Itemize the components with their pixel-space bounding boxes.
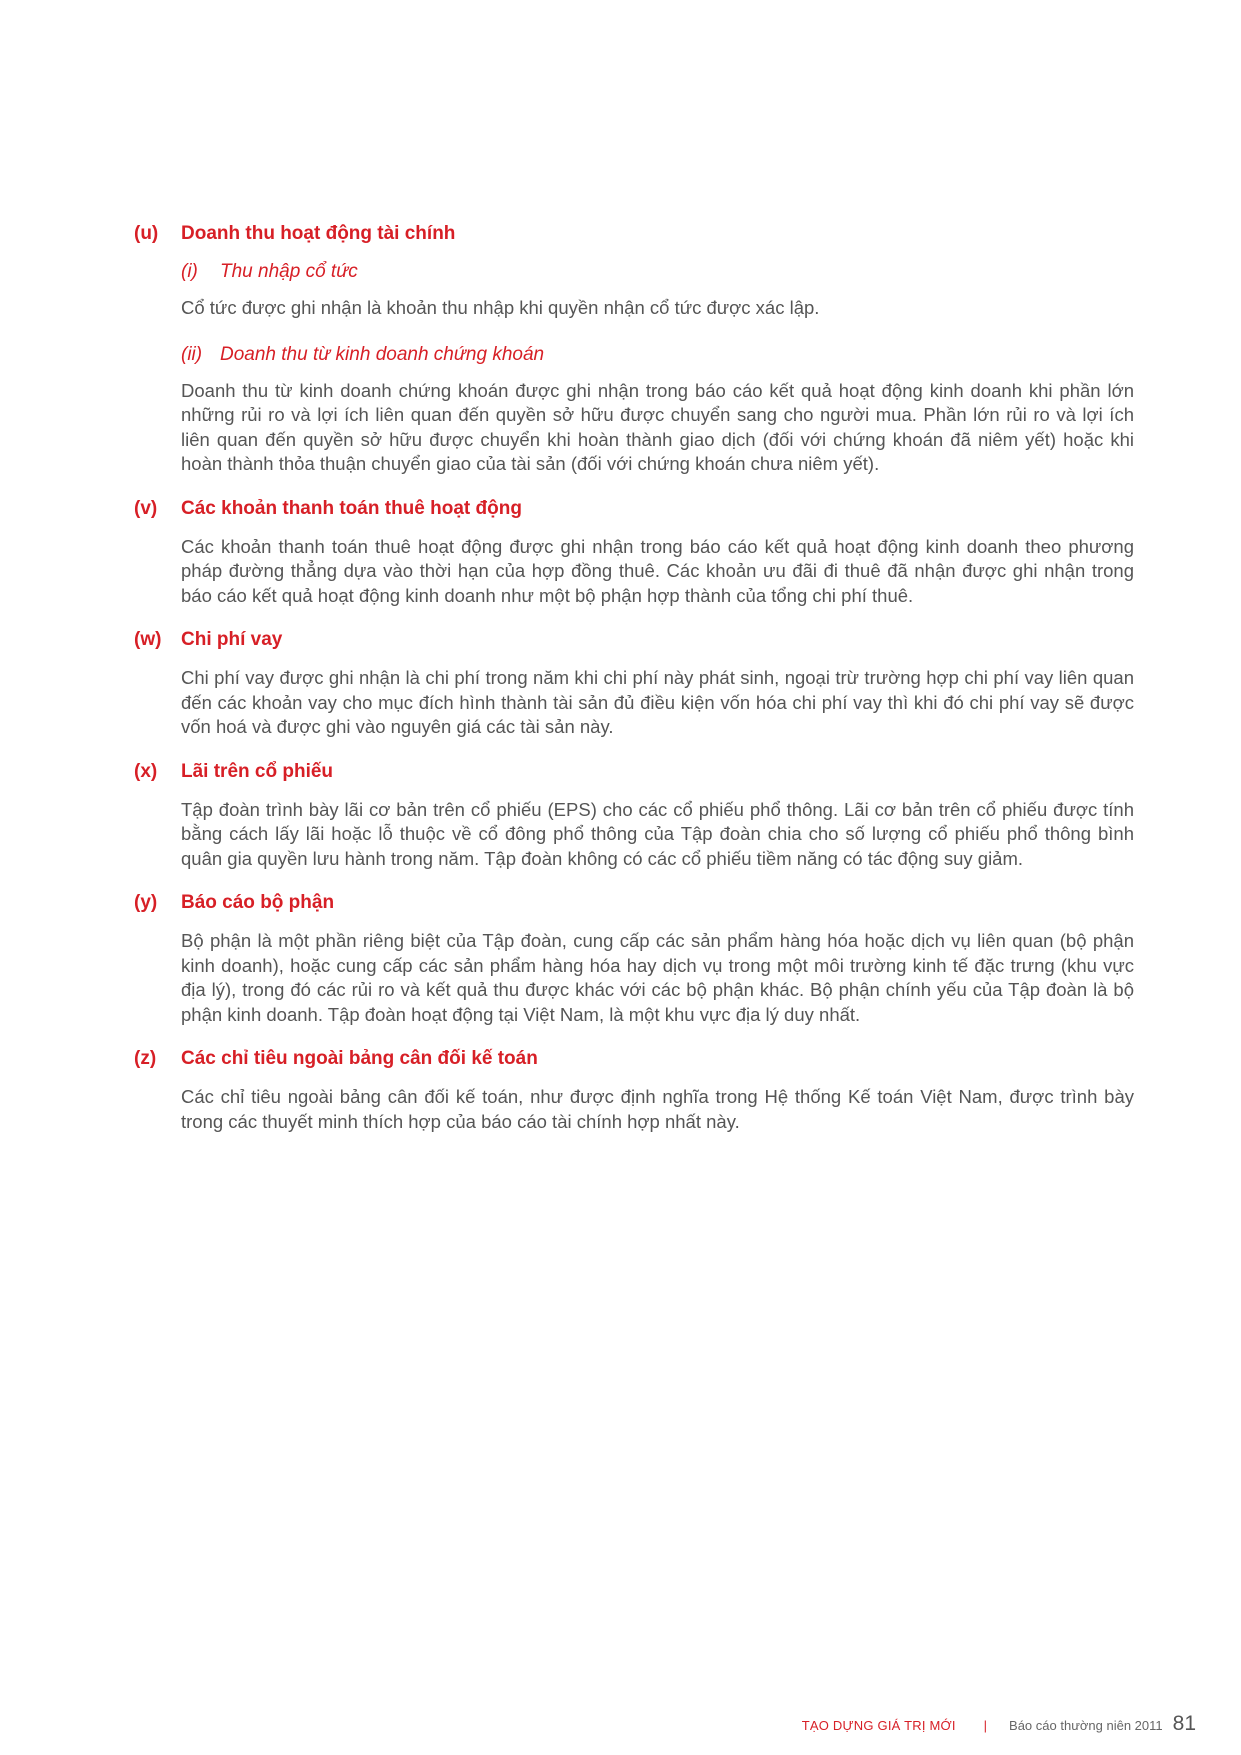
paragraph: Các chỉ tiêu ngoài bảng cân đối kế toán, như được định nghĩa trong Hệ thống Kế toán Việt Nam, được trình bày trong các thuyết minh thích hợp của báo cáo tài chính hợp nhất này. [181,1086,1134,1132]
section-letter: (u) [134,223,159,244]
subsection-title: Doanh thu từ kinh doanh chứng khoán [220,343,545,365]
section-x [134,760,1134,872]
section-title: Chi phí vay [181,629,283,650]
section-heading [134,760,1134,784]
section-heading [134,497,1134,521]
section-letter: (v) [134,497,158,519]
footer-brand: TẠO DỰNG GIÁ TRỊ MỚI [801,1718,956,1733]
footer-report-title: Báo cáo thường niên 2011 [1009,1718,1163,1733]
page-footer [802,1712,1196,1736]
page-number: 81 [1172,1712,1196,1735]
section-y [134,891,1134,1027]
section-title: Doanh thu hoạt động tài chính [181,223,456,244]
subsection-number: (i) [181,261,198,282]
section-heading [134,891,1134,915]
section-title: Báo cáo bộ phận [181,892,335,913]
section-heading [134,1047,1134,1071]
section-letter: (x) [134,760,158,782]
section-letter: (z) [134,1048,157,1069]
paragraph: Các khoản thanh toán thuê hoạt động được ghi nhận trong báo cáo kết quả hoạt động kinh doanh theo phương pháp đường thẳng dựa vào thời hạn của hợp đồng thuê. Các khoản ưu đãi đi thuê đã nhận được ghi nhận trong báo cáo kết quả hoạt động kinh doanh như một bộ phận hợp thành của tổng chi phí thuê. [181,535,1134,606]
paragraph: Bộ phận là một phần riêng biệt của Tập đoàn, cung cấp các sản phẩm hàng hóa hoặc dịch vụ liên quan (bộ phận kinh doanh), hoặc cung cấp các sản phẩm hàng hóa hay dịch vụ trong một môi trường kinh tế đặc trưng (khu vực địa lý), trong đó các rủi ro và kết quả thu được khác với các bộ phận khác. Bộ phận chính yếu của Tập đoàn là bộ phận kinh doanh. Tập đoàn hoạt động tại Việt Nam, là một khu vực địa lý duy nhất. [181,930,1134,1025]
section-z [134,1047,1134,1134]
section-title: Lãi trên cổ phiếu [181,760,334,782]
subsection-heading [181,343,1134,367]
section-heading [134,222,1134,246]
section-w [134,628,1134,740]
subsection-number: (ii) [181,343,203,365]
paragraph: Cổ tức được ghi nhận là khoản thu nhập khi quyền nhận cổ tức được xác lập. [181,297,820,318]
section-title: Các chỉ tiêu ngoài bảng cân đối kế toán [181,1048,538,1069]
paragraph: Doanh thu từ kinh doanh chứng khoán được ghi nhận trong báo cáo kết quả hoạt động kinh doanh khi phần lớn những rủi ro và lợi ích liên quan đến quyền sở hữu được chuyển sang cho người mua. Phần lớn rủi ro và lợi ích liên quan đến quyền sở hữu được chuyển khi hoàn thành giao dịch (đối với chứng khoán đã niêm yết) hoặc khi hoàn thành thỏa thuận chuyển giao của tài sản (đối với chứng khoán chưa niêm yết). [181,379,1134,474]
section-v [134,497,1134,609]
section-title: Các khoản thanh toán thuê hoạt động [181,497,522,519]
subsection-heading [181,260,1134,284]
document-body [134,222,1134,1154]
paragraph: Tập đoàn trình bày lãi cơ bản trên cổ phiếu (EPS) cho các cổ phiếu phổ thông. Lãi cơ bản trên cổ phiếu được tính bằng cách lấy lãi hoặc lỗ thuộc về cổ đông phổ thông của Tập đoàn chia cho số lượng cổ phiếu phổ thông bình quân gia quyền lưu hành trong năm. Tập đoàn không có các cổ phiếu tiềm năng có tác động suy giảm. [181,798,1134,869]
paragraph: Chi phí vay được ghi nhận là chi phí trong năm khi chi phí này phát sinh, ngoại trừ trường hợp chi phí vay liên quan đến các khoản vay cho mục đích hình thành tài sản đủ điều kiện vốn hóa chi phí vay thì khi đó chi phí vay sẽ được vốn hoá và được ghi vào nguyên giá các tài sản này. [181,667,1134,737]
section-letter: (w) [134,629,162,650]
subsection-title: Thu nhập cổ tức [220,261,358,282]
footer-separator: | [983,1718,988,1733]
section-heading [134,628,1134,652]
section-letter: (y) [134,892,158,913]
section-u [134,222,1134,477]
